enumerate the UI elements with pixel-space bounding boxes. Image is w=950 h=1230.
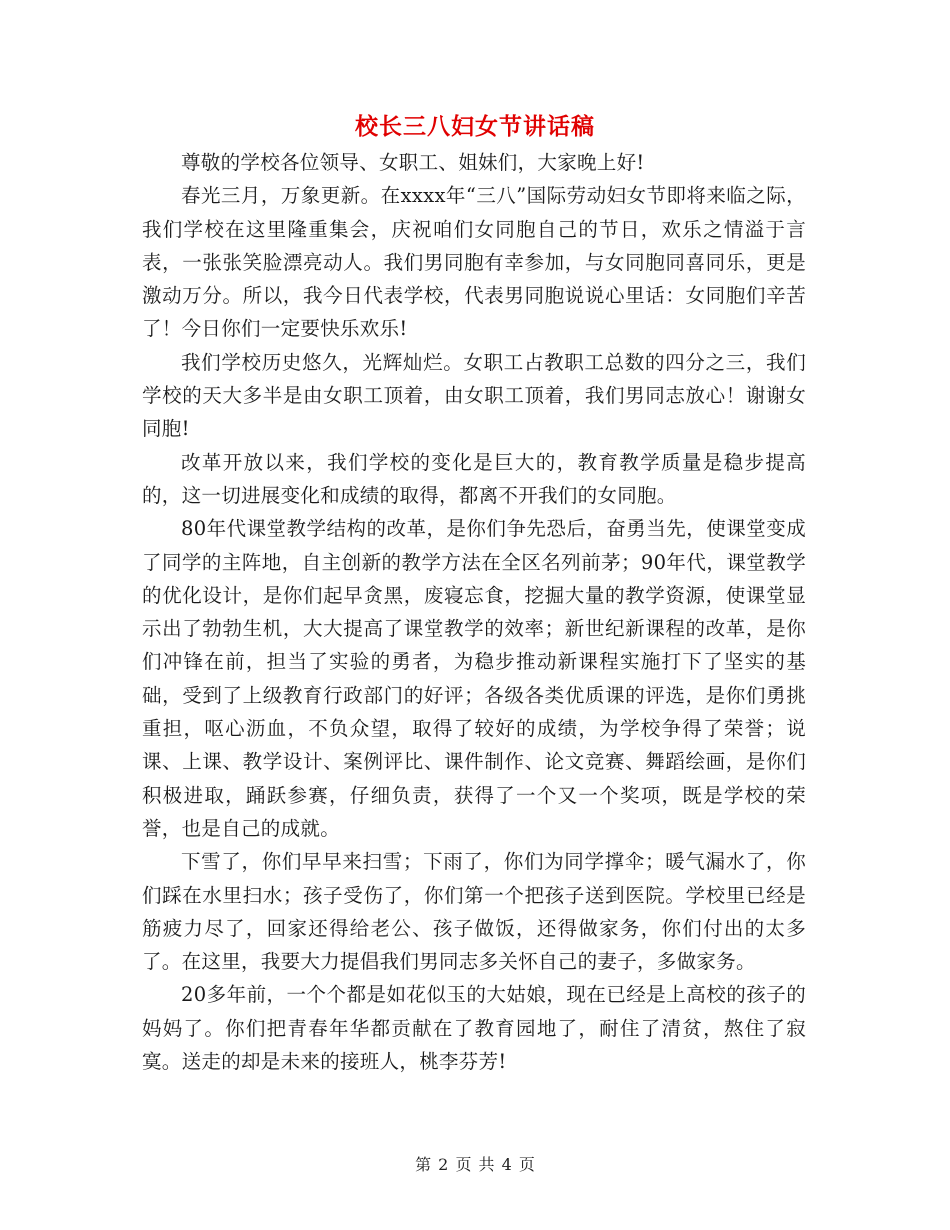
document-title: 校长三八妇女节讲话稿: [355, 113, 595, 140]
paragraph-reform: 改革开放以来，我们学校的变化是巨大的，教育教学质量是稳步提高的，这一切进展变化和成绩的取得，都离不开我们的女同胞。: [142, 450, 806, 507]
page-footer: 第 2 页 共 4 页: [415, 1155, 535, 1174]
paragraph-achievements: 80年代课堂教学结构的改革，是你们争先恐后，奋勇当先，使课堂变成了同学的主阵地，自主创新的教学方法在全区名列前茅；90年代，课堂教学的优化设计，是你们起早贪黑，废寝忘食，挖掘大量的教学资源，使课堂显示出了勃勃生机，大大提高了课堂教学的效率；新世纪新课程的改革，是你们冲锋在前，担当了实验的勇者，为稳步推动新课程实施打下了坚实的基础，受到了上级教育行政部门的好评；各级各类优质课的评选，是你们勇挑重担，呕心沥血，不负众望，取得了较好的成绩，为学校争得了荣誉；说课、上课、教学设计、案例评比、课件制作、论文竞赛、舞蹈绘画，是你们积极进取，踊跃参赛，仔细负责，获得了一个又一个奖项，既是学校的荣誉，也是自己的成就。: [142, 517, 806, 840]
paragraph-dedication: 下雪了，你们早早来扫雪；下雨了，你们为同学撑伞；暖气漏水了，你们踩在水里扫水；孩子受伤了，你们第一个把孩子送到医院。学校里已经是筋疲力尽了，回家还得给老公、孩子做饭，还得做家务，你们付出的太多了。在这里，我要大力提倡我们男同志多关怀自己的妻子，多做家务。: [142, 850, 806, 974]
paragraph-greeting: 尊敬的学校各位领导、女职工、姐妹们，大家晚上好!: [181, 151, 645, 174]
paragraph-school-history: 我们学校历史悠久，光辉灿烂。女职工占教职工总数的四分之三，我们学校的天大多半是由女职工顶着，由女职工顶着，我们男同志放心！谢谢女同胞!: [142, 350, 806, 441]
paragraph-spring-intro: 春光三月，万象更新。在xxxx年“三八”国际劳动妇女节即将来临之际，我们学校在这里隆重集会，庆祝咱们女同胞自己的节日，欢乐之情溢于言表，一张张笑脸漂亮动人。我们男同胞有幸参加，与女同胞同喜同乐，更是激动万分。所以，我今日代表学校，代表男同胞说说心里话：女同胞们辛苦了！今日你们一定要快乐欢乐!: [142, 184, 806, 341]
paragraph-youth: 20多年前，一个个都是如花似玉的大姑娘，现在已经是上高校的孩子的妈妈了。你们把青春年华都贡献在了教育园地了，耐住了清贫，熬住了寂寞。送走的却是未来的接班人，桃李芬芳!: [142, 983, 806, 1074]
document-body: [142, 146, 806, 1078]
